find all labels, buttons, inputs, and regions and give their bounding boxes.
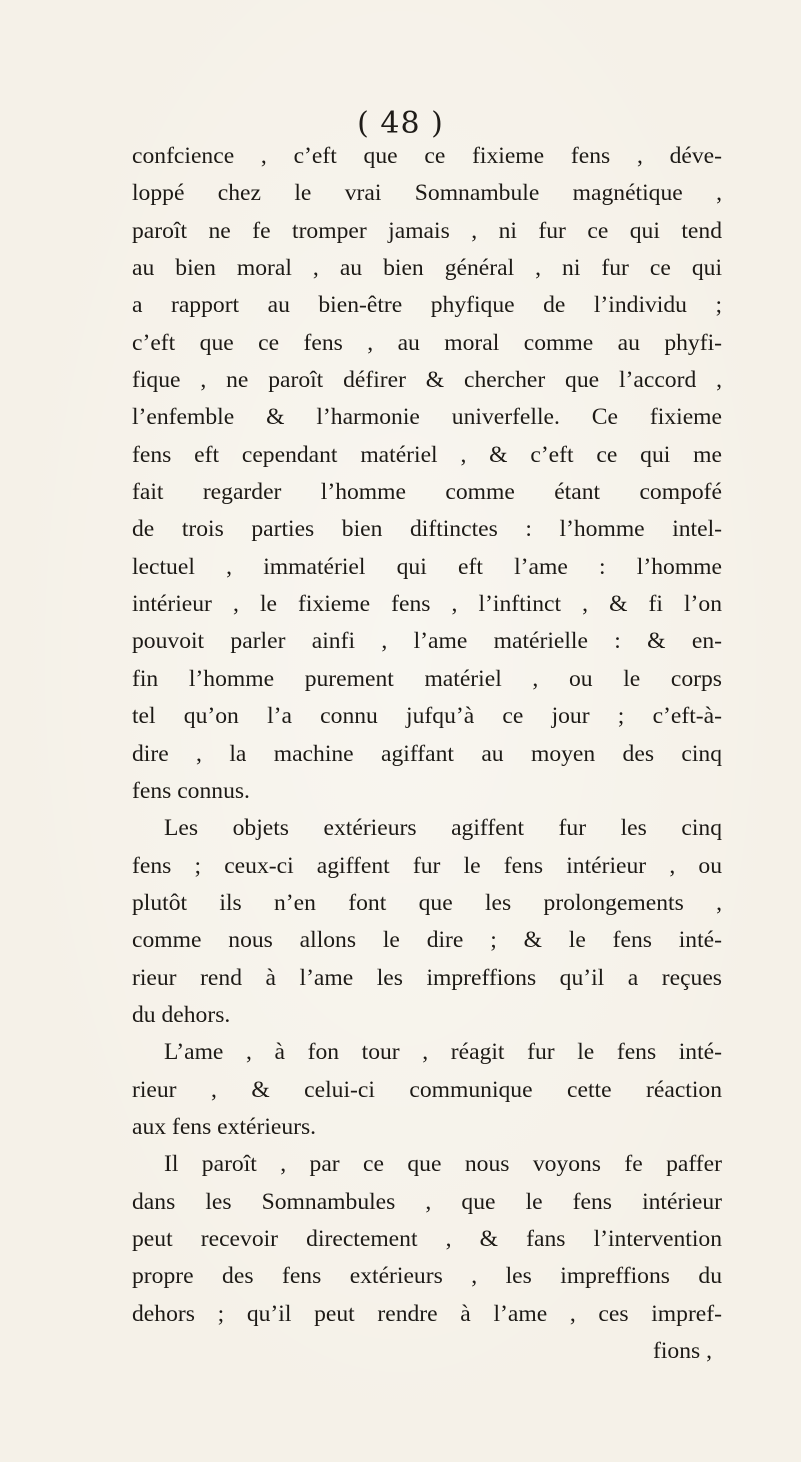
text-line: fens connus. (132, 777, 250, 804)
text-line: c’eft que ce fens , au moral comme au phyfi- (132, 329, 722, 356)
text-line: propre des fens extérieurs , les impreffions du (132, 1263, 722, 1290)
text-line: peut recevoir directement , & fans l’intervention (132, 1225, 722, 1252)
text-line: plutôt ils n’en font que les prolongements , (132, 889, 722, 916)
text-line: du dehors. (132, 1001, 231, 1028)
body-text (132, 138, 722, 1370)
text-line: l’enfemble & l’harmonie univerfelle. Ce fixieme (132, 404, 722, 431)
text-line: loppé chez le vrai Somnambule magnétique , (132, 180, 722, 207)
text-line: aux fens extérieurs. (132, 1113, 317, 1140)
text-line: lectuel , immatériel qui eft l’ame : l’homme (132, 553, 722, 580)
text-line: pouvoit parler ainfi , l’ame matérielle : & en- (132, 628, 722, 655)
text-line: fait regarder l’homme comme étant compofé (132, 479, 722, 506)
text-line: tel qu’on l’a connu jufqu’à ce jour ; c’eft-à- (132, 703, 722, 730)
text-line: intérieur , le fixieme fens , l’inftinct , & fi l’on (132, 591, 722, 618)
text-line: au bien moral , au bien général , ni fur ce qui (132, 255, 722, 282)
text-line: a rapport au bien-être phyfique de l’individu ; (132, 292, 722, 319)
text-line: comme nous allons le dire ; & le fens inté- (132, 927, 722, 954)
text-line: Les objets extérieurs agiffent fur les cinq (164, 815, 722, 842)
text-line: fin l’homme purement matériel , ou le corps (132, 665, 722, 692)
text-line: dehors ; qu’il peut rendre à l’ame , ces impref- (132, 1300, 722, 1327)
text-line: paroît ne fe tromper jamais , ni fur ce qui tend (132, 217, 722, 244)
text-line: rieur rend à l’ame les impreffions qu’il a reçues (132, 964, 722, 991)
text-line: confcience , c’eft que ce fixieme fens , déve- (132, 143, 722, 169)
text-line: fens ; ceux-ci agiffent fur le fens intérieur , ou (132, 852, 722, 879)
text-line: fens eft cependant matériel , & c’eft ce qui me (132, 441, 722, 468)
text-line: de trois parties bien diftinctes : l’homme intel- (132, 516, 722, 543)
text-line: Il paroît , par ce que nous voyons fe paffer (164, 1151, 722, 1178)
text-line: fions , (653, 1338, 712, 1364)
text-line: fique , ne paroît défirer & chercher que l’accord , (132, 367, 722, 394)
text-line: L’ame , à fon tour , réagit fur le fens inté- (164, 1039, 722, 1066)
text-line: dire , la machine agiffant au moyen des cinq (132, 740, 722, 767)
text-line: rieur , & celui-ci communique cette réaction (132, 1076, 722, 1103)
page-number: ( 48 ) (357, 106, 444, 141)
text-line: dans les Somnambules , que le fens intérieur (132, 1188, 722, 1215)
